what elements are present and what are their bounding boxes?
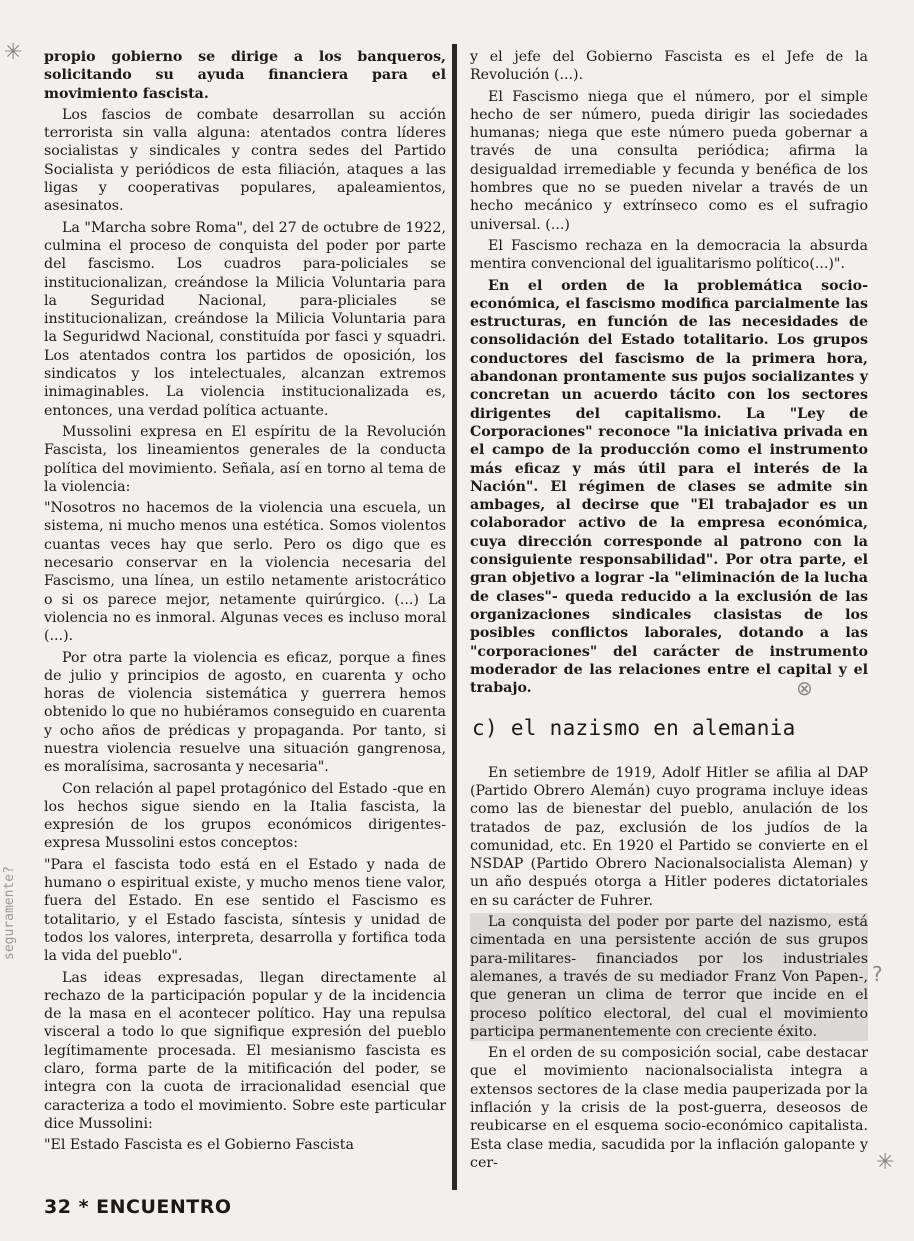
- margin-pencil-mark: ⊗: [796, 676, 813, 700]
- quote-paragraph: El Fascismo rechaza en la democracia la absurda mentira convencional del igualitarismo político(...)".: [470, 237, 868, 273]
- paragraph: La "Marcha sobre Roma", del 27 de octubre de 1922, culmina el proceso de conquista del poder por parte del fascismo. Los cuadros para-policiales se institucionalizan, creándose la Milicia Voluntaria para la Seguridad Nacional, para-pliciales se institucionalizan, creándose la Milicia Voluntaria para la Seguridwd Nacional, constituída por fasci y squadri. Los atentados contra los partidos de oposición, los sindicatos y los intelectuales, alcanzan extremos inimaginables. La violencia institucionalizada es, entonces, una verdad política actuante.: [44, 219, 446, 419]
- margin-pencil-mark: ✳: [876, 1150, 895, 1175]
- margin-question-mark: ?: [872, 962, 883, 986]
- page-number: 32: [44, 1196, 72, 1218]
- margin-pencil-mark: ✳: [4, 40, 23, 65]
- quote-paragraph: "Nosotros no hacemos de la violencia una escuela, un sistema, ni mucho menos una estética. Somos violentos cuantas veces hay que serlo. Pero os digo que es necesario conservar en la violencia necesaria del Fascismo, una línea, un estilo netamente aristocrático o si os parece mejor, netamente quirúrgico. (...) La violencia no es inmoral. Algunas veces es incluso moral (...).: [44, 500, 446, 645]
- footer-separator: *: [78, 1196, 90, 1218]
- quote-paragraph: "El Estado Fascista es el Gobierno Fascista: [44, 1137, 354, 1154]
- paragraph: Los fascios de combate desarrollan su acción terrorista sin valla alguna: atentados contra líderes socialistas y sindicales y contra sedes del Partido Socialista y periódicos de esta filiación, ataques a las ligas y cooperativas populares, apaleamientos, asesinatos.: [44, 106, 446, 215]
- margin-handwritten-note: seguramente?: [2, 866, 17, 960]
- left-column: [44, 48, 446, 1158]
- quote-paragraph: "Para el fascista todo está en el Estado y nada de humano o espiritual existe, y mucho menos tiene valor, fuera del Estado. En ese sentido el Fascismo es totalitario, y el Estado fascista, síntesis y unidad de todos los valores, interpreta, desarrolla y fortifica toda la vida del pueblo".: [44, 856, 446, 965]
- paragraph: Con relación al papel protagónico del Estado -que en los hechos sigue siendo en la Italia fascista, la expresión de los grupos económicos dirigentes- expresa Mussolini estos conceptos:: [44, 780, 446, 852]
- magazine-name: ENCUENTRO: [96, 1196, 232, 1218]
- paragraph: La conquista del poder por parte del nazismo, está cimentada en una persistente acción de sus grupos para-militares- financiados por los industriales alemanes, a través de su mediador Franz Von Papen-, que generan un clima de terror que incide en el proceso político electoral, del cual el movimiento participa permanentemente con creciente éxito.: [470, 914, 868, 1040]
- quote-paragraph: Por otra parte la violencia es eficaz, porque a fines de julio y principios de agosto, en cuarenta y ocho horas de violencia sistemática y guerrera hemos obtenido lo que no hubiéramos conseguido en cuarenta y ocho años de prédicas y propaganda. Por tanto, si nuestra violencia resuelve una situación gangrenosa, es moralísima, sacrosanta y necesaria".: [44, 649, 446, 776]
- quote-paragraph: y el jefe del Gobierno Fascista es el Jefe de la Revolución (...).: [470, 49, 868, 84]
- paragraph: En el orden de su composición social, cabe destacar que el movimiento nacionalsocialista integra a extensos sectores de la clase media pauperizada por la inflación y la crisis de la post-guerra, deseosos de reubicarse en el esquema socio-económico capitalista. Esta clase media, sacudida por la inflación galopante y cer-: [470, 1045, 868, 1171]
- paragraph: propio gobierno se dirige a los banqueros, solicitando su ayuda financiera para el movimiento fascista.: [44, 49, 446, 102]
- paragraph: En el orden de la problemática socio-económica, el fascismo modifica parcialmente las estructuras, en función de las necesidades de consolidación del Estado totalitario. Los grupos conductores del fascismo de la primera hora, abandonan prontamente sus pujos socializantes y concretan un acuerdo tácito con los sectores dirigentes del capitalismo. La "Ley de Corporaciones" reconoce "la iniciativa privada en el campo de la producción como el instrumento más eficaz y más útil para el interés de la Nación". El régimen de clases se admite sin ambages, al decirse que "El trabajador es un colaborador activo de la empresa económica, cuya dirección corresponde al patrono con la consiguiente responsabilidad". Por otra parte, el gran objetivo a lograr -la "eliminación de la lucha de clases"- queda reducido a la exclusión de las organizaciones sindicales clasistas de los posibles conflictos laborales, dotando a las "corporaciones" del carácter de instrumento moderador de las relaciones entre el capital y el trabajo.: [470, 277, 868, 697]
- right-column: [470, 48, 868, 1175]
- paragraph: Mussolini expresa en El espíritu de la Revolución Fascista, los lineamientos generales de la conducta política del movimiento. Señala, así en torno al tema de la violencia:: [44, 423, 446, 495]
- quote-paragraph: El Fascismo niega que el número, por el simple hecho de ser número, pueda dirigir las sociedades humanas; niega que este número pueda gobernar a través de una consulta periódica; afirma la desigualdad irremediable y fecunda y benéfica de los hombres que no se pueden nivelar a través de un hecho mecánico y extrínseco como es el sufragio universal. (...): [470, 88, 868, 233]
- page-footer: [44, 1196, 232, 1218]
- paragraph: En setiembre de 1919, Adolf Hitler se afilia al DAP (Partido Obrero Alemán) cuyo programa incluye ideas como las de bienestar del pueblo, anulación de los tratados de paz, exclusión de los judíos de la comunidad, etc. En 1920 el Partido se convierte en el NSDAP (Partido Obrero Nacionalsocialista Aleman) y un año después otorga a Hitler poderes dictatoriales en su carácter de Fuhrer.: [470, 764, 868, 909]
- paragraph: Las ideas expresadas, llegan directamente al rechazo de la participación popular y de la incidencia de la masa en el acontecer político. Hay una repulsa visceral a todo lo que signifique expresión del pueblo legítimamente procesada. El mesianismo fascista es claro, forma parte de la mitificación del poder, se integra con la cuota de irracionalidad esencial que caracteriza a todo el movimiento. Sobre este particular dice Mussolini:: [44, 969, 446, 1132]
- column-divider: [452, 44, 457, 1190]
- section-heading: c) el nazismo en alemania: [472, 716, 796, 741]
